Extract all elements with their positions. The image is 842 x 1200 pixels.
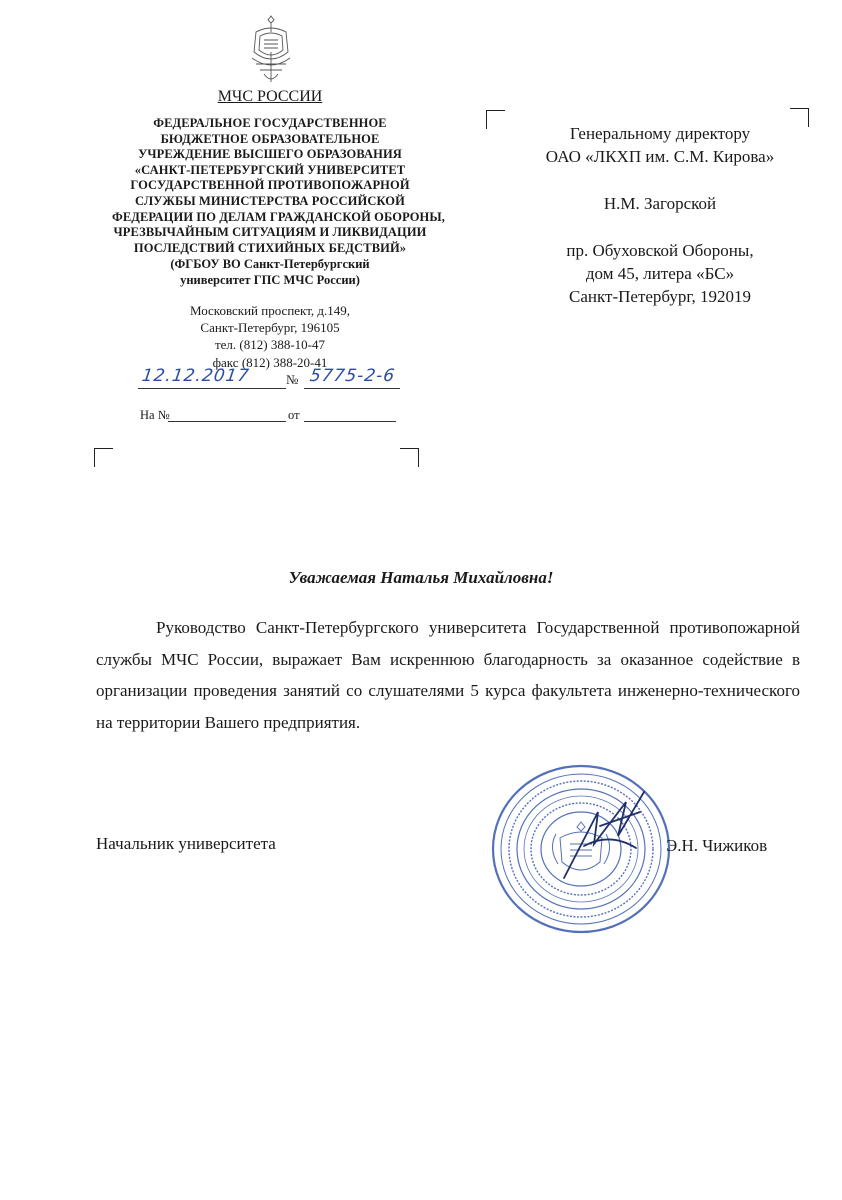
org-abbr-line: (ФГБОУ ВО Санкт-Петербургский [170, 257, 370, 271]
addressee-address-line: Санкт-Петербург, 192019 [569, 287, 751, 306]
reference-date-underline [304, 421, 396, 422]
addressee-position: Генеральному директору [569, 124, 751, 143]
address-line: тел. (812) 388-10-47 [214, 337, 325, 353]
org-full-line: ПОСЛЕДСТВИЙ СТИХИЙНЫХ БЕДСТВИЙ» [133, 240, 407, 255]
org-full-line: ГОСУДАРСТВЕННОЙ ПРОТИВОПОЖАРНОЙ [130, 178, 410, 193]
address-line: Московский проспект, д.149, [189, 303, 351, 318]
org-full-line: БЮДЖЕТНОЕ ОБРАЗОВАТЕЛЬНОЕ [160, 131, 380, 146]
outgoing-number-label: № [286, 372, 299, 387]
reference-date-label: от [288, 408, 300, 422]
addressee-address-line: дом 45, литера «БС» [585, 264, 735, 283]
org-full-line: ЧРЕЗВЫЧАЙНЫМ СИТУАЦИЯМ И ЛИКВИДАЦИИ [113, 225, 427, 240]
addressee-address-line: пр. Обуховской Обороны, [566, 241, 754, 260]
org-full-line: УЧРЕЖДЕНИЕ ВЫСШЕГО ОБРАЗОВАНИЯ [138, 147, 402, 162]
org-full-name [112, 116, 445, 256]
org-full-line: «САНКТ-ПЕТЕРБУРГСКИЙ УНИВЕРСИТЕТ [134, 162, 406, 177]
handwritten-signature [540, 782, 660, 882]
outgoing-number: 5775-2-6 [308, 366, 397, 386]
org-short-name: МЧС РОССИИ [217, 88, 323, 105]
signatory-title: Начальник университета [96, 834, 276, 853]
addressee-company: ОАО «ЛКХП им. С.М. Кирова» [545, 147, 775, 166]
salutation: Уважаемая Наталья Михайловна! [288, 568, 554, 587]
org-full-line: ФЕДЕРАЦИИ ПО ДЕЛАМ ГРАЖДАНСКОЙ ОБОРОНЫ, [112, 209, 445, 224]
addressee-block [500, 122, 820, 308]
reference-number-label: На № [140, 408, 170, 422]
emblem-icon [246, 12, 296, 86]
signatory-name: Э.Н. Чижиков [666, 836, 768, 855]
address-line: Санкт-Петербург, 196105 [200, 320, 340, 336]
org-full-line: СЛУЖБЫ МИНИСТЕРСТВА РОССИЙСКОЙ [135, 193, 405, 208]
address-line: факс (812) 388-20-41 [212, 354, 328, 370]
sender-address [140, 302, 400, 371]
corner-bracket-right [400, 448, 419, 467]
addressee-name: Н.М. Загорской [603, 194, 717, 213]
letter-body: Руководство Санкт-Петербургского университета Государственной противопожарной службы МЧС России, выражает Вам искреннюю благодарность за оказанное содействие в организации проведения занятий со слушателями 5 курса факультета инженерно-технического на территории Вашего предприятия. [96, 618, 800, 732]
outgoing-number-row [120, 366, 400, 396]
org-full-line: ФЕДЕРАЛЬНОЕ ГОСУДАРСТВЕННОЕ [153, 116, 387, 130]
reference-row [140, 408, 396, 428]
org-abbreviation [112, 256, 428, 288]
outgoing-number-underline [304, 388, 400, 389]
corner-bracket-left [94, 448, 113, 467]
reference-number-underline [168, 421, 286, 422]
org-abbr-line: университет ГПС МЧС России) [180, 273, 360, 287]
outgoing-date-underline [138, 388, 286, 389]
outgoing-date: 12.12.2017 [140, 366, 251, 386]
